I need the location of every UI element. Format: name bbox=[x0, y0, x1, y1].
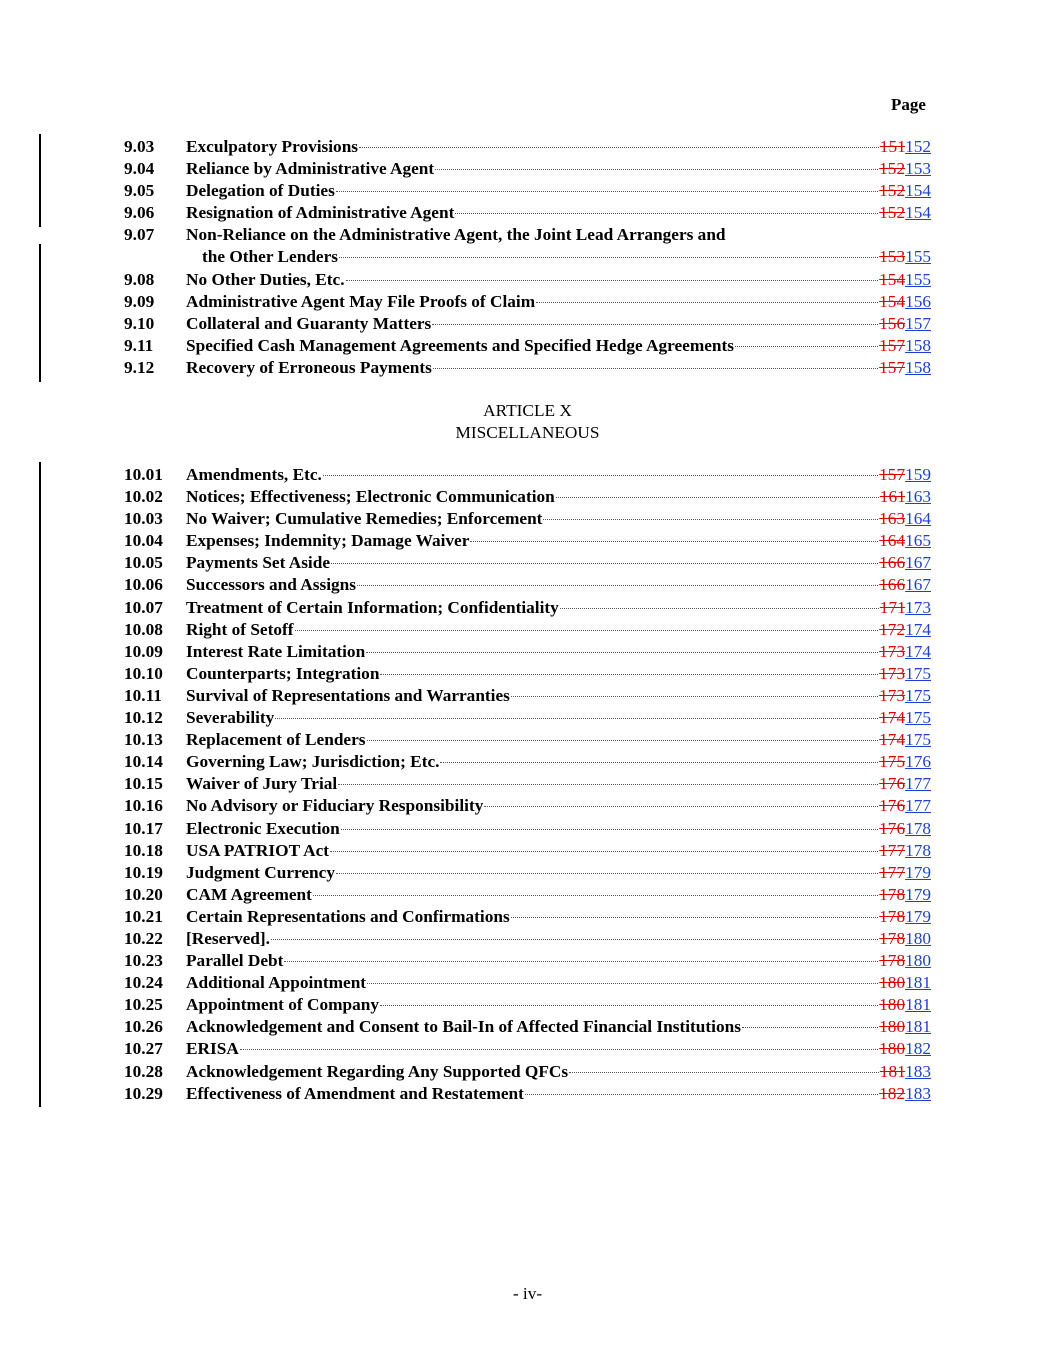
section-number: 10.20 bbox=[124, 884, 163, 904]
deleted-page-number: 177 bbox=[879, 862, 906, 882]
deleted-page-number: 157 bbox=[879, 357, 906, 377]
page-reference[interactable] bbox=[879, 180, 931, 202]
section-number: 9.09 bbox=[124, 291, 155, 311]
deleted-page-number: 172 bbox=[879, 619, 906, 639]
deleted-page-number: 176 bbox=[879, 796, 906, 816]
deleted-page-number: 176 bbox=[879, 818, 906, 838]
inserted-page-number[interactable]: 154 bbox=[905, 203, 931, 223]
toc-entry[interactable] bbox=[124, 464, 931, 486]
section-number: 10.07 bbox=[124, 597, 163, 617]
inserted-page-number[interactable]: 167 bbox=[905, 575, 931, 595]
page-reference[interactable] bbox=[879, 972, 931, 994]
section-title: Acknowledgement and Consent to Bail-In of Affected Financial Institutions bbox=[186, 1017, 741, 1037]
page-reference[interactable] bbox=[879, 795, 931, 817]
section-number: 9.05 bbox=[124, 181, 155, 201]
page-reference[interactable] bbox=[879, 269, 931, 291]
section-number: 10.13 bbox=[124, 730, 163, 750]
page-column-header: Page bbox=[891, 95, 926, 114]
inserted-page-number[interactable]: 174 bbox=[905, 619, 931, 639]
toc-entry[interactable] bbox=[124, 357, 931, 379]
inserted-page-number[interactable]: 180 bbox=[905, 928, 931, 948]
section-title: Effectiveness of Amendment and Restatement bbox=[186, 1083, 524, 1103]
deleted-page-number: 154 bbox=[879, 291, 906, 311]
inserted-page-number[interactable]: 183 bbox=[905, 1061, 931, 1081]
deleted-page-number: 173 bbox=[879, 663, 906, 683]
page-number-footer: - iv- bbox=[512, 1284, 543, 1303]
toc-entry[interactable] bbox=[124, 486, 931, 508]
page-reference[interactable] bbox=[879, 906, 931, 928]
page-reference[interactable] bbox=[879, 619, 931, 641]
section-title: Counterparts; Integration bbox=[186, 663, 380, 683]
section-number: 10.25 bbox=[124, 995, 163, 1015]
section-number: 10.09 bbox=[124, 641, 163, 661]
dot-leader bbox=[275, 718, 878, 719]
section-number: 10.19 bbox=[124, 862, 163, 882]
section-title: CAM Agreement bbox=[186, 884, 312, 904]
section-title: Appointment of Company bbox=[186, 995, 379, 1015]
toc-entry[interactable] bbox=[124, 291, 931, 313]
deleted-page-number: 176 bbox=[879, 774, 906, 794]
section-number: 10.14 bbox=[124, 752, 163, 772]
inserted-page-number[interactable]: 179 bbox=[905, 862, 931, 882]
toc-entry[interactable] bbox=[124, 1038, 931, 1060]
page-reference[interactable] bbox=[879, 1016, 931, 1038]
section-number: 9.06 bbox=[124, 203, 155, 223]
section-number: 10.12 bbox=[124, 708, 163, 728]
dot-leader bbox=[357, 585, 878, 586]
page-reference[interactable] bbox=[880, 136, 931, 158]
section-number: 10.04 bbox=[124, 531, 163, 551]
toc-entry[interactable] bbox=[124, 928, 931, 950]
article-number: ARTICLE X bbox=[483, 401, 572, 420]
dot-leader bbox=[313, 895, 878, 896]
dot-leader bbox=[455, 213, 878, 214]
section-title: Reliance by Administrative Agent bbox=[186, 159, 435, 179]
inserted-page-number[interactable]: 174 bbox=[905, 641, 931, 661]
inserted-page-number[interactable]: 175 bbox=[905, 708, 931, 728]
deleted-page-number: 181 bbox=[879, 1061, 906, 1081]
inserted-page-number[interactable]: 181 bbox=[905, 1017, 931, 1037]
section-title: Severability bbox=[186, 708, 275, 728]
inserted-page-number[interactable]: 179 bbox=[905, 884, 931, 904]
section-title: Exculpatory Provisions bbox=[186, 137, 359, 156]
change-bar bbox=[39, 244, 41, 382]
section-title: Non-Reliance on the Administrative Agent, the Joint Lead Arrangers and bbox=[186, 225, 726, 245]
section-number: 10.26 bbox=[124, 1017, 163, 1037]
toc-entry[interactable] bbox=[124, 335, 931, 357]
inserted-page-number[interactable]: 176 bbox=[905, 752, 931, 772]
section-number: 10.05 bbox=[124, 553, 163, 573]
section-number: 9.08 bbox=[124, 269, 155, 289]
section-title: Successors and Assigns bbox=[186, 575, 356, 595]
section-title: Expenses; Indemnity; Damage Waiver bbox=[186, 531, 470, 551]
toc-entry[interactable] bbox=[124, 685, 931, 707]
inserted-page-number[interactable]: 159 bbox=[905, 465, 931, 484]
section-number: 10.28 bbox=[124, 1061, 163, 1081]
toc-entry[interactable] bbox=[124, 158, 931, 180]
dot-leader bbox=[511, 917, 878, 918]
section-title: Payments Set Aside bbox=[186, 553, 331, 573]
dot-leader bbox=[432, 324, 878, 325]
toc-entry[interactable] bbox=[124, 202, 931, 224]
toc-entry[interactable] bbox=[124, 751, 931, 773]
page-reference[interactable] bbox=[879, 335, 931, 357]
page-reference[interactable] bbox=[879, 685, 931, 707]
deleted-page-number: 180 bbox=[879, 1017, 906, 1037]
deleted-page-number: 164 bbox=[879, 531, 906, 551]
toc-entry[interactable] bbox=[124, 180, 931, 202]
deleted-page-number: 175 bbox=[879, 752, 906, 772]
inserted-page-number[interactable]: 152 bbox=[905, 137, 931, 156]
section-number: 10.16 bbox=[124, 796, 163, 816]
section-title: the Other Lenders bbox=[202, 247, 338, 267]
inserted-page-number[interactable]: 158 bbox=[905, 335, 931, 355]
deleted-page-number: 173 bbox=[879, 641, 906, 661]
section-title: Waiver of Jury Trial bbox=[186, 774, 338, 794]
page-reference[interactable] bbox=[879, 663, 931, 685]
page-reference[interactable] bbox=[879, 357, 931, 379]
toc-entry[interactable] bbox=[124, 994, 931, 1016]
section-number: 10.15 bbox=[124, 774, 163, 794]
change-bar bbox=[39, 462, 41, 1107]
section-title: [Reserved]. bbox=[186, 928, 270, 948]
page-reference[interactable] bbox=[879, 751, 931, 773]
section-title: Judgment Currency bbox=[186, 862, 335, 882]
section-number: 10.17 bbox=[124, 818, 163, 838]
deleted-page-number: 156 bbox=[879, 313, 906, 333]
toc-entry[interactable] bbox=[124, 269, 931, 291]
inserted-page-number[interactable]: 154 bbox=[905, 181, 931, 201]
toc-entry[interactable] bbox=[124, 795, 931, 817]
dot-leader bbox=[367, 740, 879, 741]
page-reference[interactable] bbox=[879, 202, 931, 224]
inserted-page-number[interactable]: 179 bbox=[905, 906, 931, 926]
dot-leader bbox=[341, 829, 878, 830]
inserted-page-number[interactable]: 177 bbox=[905, 796, 931, 816]
dot-leader bbox=[511, 696, 878, 697]
dot-leader bbox=[470, 541, 878, 542]
inserted-page-number[interactable]: 163 bbox=[905, 487, 931, 507]
inserted-page-number[interactable]: 180 bbox=[905, 951, 931, 971]
deleted-page-number: 152 bbox=[879, 203, 906, 223]
page-reference[interactable] bbox=[879, 313, 931, 335]
section-number: 10.21 bbox=[124, 906, 163, 926]
dot-leader bbox=[742, 1027, 878, 1028]
dot-leader bbox=[366, 652, 878, 653]
inserted-page-number[interactable]: 181 bbox=[905, 973, 931, 993]
section-title: No Advisory or Fiduciary Responsibility bbox=[186, 796, 484, 816]
page-reference[interactable] bbox=[879, 574, 931, 596]
toc-entry[interactable] bbox=[124, 1016, 931, 1038]
dot-leader bbox=[240, 1049, 878, 1050]
dot-leader bbox=[359, 147, 879, 148]
inserted-page-number[interactable]: 167 bbox=[905, 553, 931, 573]
toc-entry[interactable] bbox=[124, 224, 931, 268]
toc-entry[interactable] bbox=[124, 818, 931, 840]
section-title: Treatment of Certain Information; Confidentiality bbox=[186, 597, 559, 617]
section-title: Specified Cash Management Agreements and Specified Hedge Agreements bbox=[186, 335, 734, 355]
section-title: Acknowledgement Regarding Any Supported QFCs bbox=[186, 1061, 569, 1081]
dot-leader bbox=[271, 939, 878, 940]
section-title: Right of Setoff bbox=[186, 619, 294, 639]
toc-entry[interactable] bbox=[124, 552, 931, 574]
deleted-page-number: 161 bbox=[879, 487, 906, 507]
dot-leader bbox=[336, 873, 878, 874]
section-title: USA PATRIOT Act bbox=[186, 840, 330, 860]
dot-leader bbox=[484, 806, 878, 807]
page-reference[interactable] bbox=[880, 1061, 931, 1083]
dot-leader bbox=[536, 302, 878, 303]
dot-leader bbox=[338, 784, 878, 785]
inserted-page-number[interactable]: 175 bbox=[905, 663, 931, 683]
inserted-page-number[interactable]: 175 bbox=[905, 730, 931, 750]
toc-entry[interactable] bbox=[124, 641, 931, 663]
inserted-page-number[interactable]: 178 bbox=[905, 840, 931, 860]
page-reference[interactable] bbox=[879, 641, 931, 663]
section-title: Parallel Debt bbox=[186, 951, 284, 971]
section-number: 10.06 bbox=[124, 575, 163, 595]
inserted-page-number[interactable]: 182 bbox=[905, 1039, 931, 1059]
toc-entry[interactable] bbox=[124, 313, 931, 335]
section-number: 9.07 bbox=[124, 225, 155, 245]
section-title: No Other Duties, Etc. bbox=[186, 269, 345, 289]
toc-entry[interactable] bbox=[124, 773, 931, 795]
inserted-page-number[interactable]: 153 bbox=[905, 159, 931, 179]
page-reference[interactable] bbox=[879, 729, 931, 751]
inserted-page-number[interactable]: 155 bbox=[905, 247, 931, 267]
deleted-page-number: 180 bbox=[879, 995, 906, 1015]
section-number: 9.11 bbox=[124, 335, 154, 355]
page-reference[interactable] bbox=[880, 486, 931, 508]
section-number: 9.04 bbox=[124, 159, 155, 179]
section-number: 10.24 bbox=[124, 973, 163, 993]
page-reference[interactable] bbox=[879, 1083, 931, 1105]
dot-leader bbox=[367, 983, 878, 984]
toc-section-10 bbox=[124, 464, 931, 1105]
article-heading bbox=[0, 400, 1055, 444]
deleted-page-number: 174 bbox=[879, 708, 906, 728]
page-reference[interactable] bbox=[879, 994, 931, 1016]
deleted-page-number: 173 bbox=[879, 685, 906, 705]
page-reference[interactable] bbox=[879, 818, 931, 840]
inserted-page-number[interactable]: 183 bbox=[905, 1083, 931, 1103]
deleted-page-number: 152 bbox=[879, 159, 906, 179]
section-title: Recovery of Erroneous Payments bbox=[186, 357, 432, 377]
dot-leader bbox=[543, 519, 878, 520]
section-title: Notices; Effectiveness; Electronic Communication bbox=[186, 487, 555, 507]
deleted-page-number: 174 bbox=[879, 730, 906, 750]
page-reference[interactable] bbox=[879, 840, 931, 862]
dot-leader bbox=[323, 475, 878, 476]
deleted-page-number: 178 bbox=[879, 928, 906, 948]
section-title: Administrative Agent May File Proofs of Claim bbox=[186, 291, 536, 311]
section-number: 10.03 bbox=[124, 509, 163, 529]
section-title: Resignation of Administrative Agent bbox=[186, 203, 455, 223]
change-bar bbox=[39, 134, 41, 227]
deleted-page-number: 166 bbox=[879, 553, 906, 573]
inserted-page-number[interactable]: 178 bbox=[905, 818, 931, 838]
deleted-page-number: 182 bbox=[879, 1083, 906, 1103]
article-title: MISCELLANEOUS bbox=[455, 423, 600, 442]
inserted-page-number[interactable]: 173 bbox=[905, 597, 931, 617]
dot-leader bbox=[433, 368, 878, 369]
section-title: Delegation of Duties bbox=[186, 181, 335, 201]
inserted-page-number[interactable]: 155 bbox=[905, 269, 931, 289]
deleted-page-number: 157 bbox=[879, 335, 906, 355]
section-number: 10.18 bbox=[124, 840, 163, 860]
section-title: Additional Appointment bbox=[186, 973, 367, 993]
deleted-page-number: 154 bbox=[879, 269, 906, 289]
deleted-page-number: 163 bbox=[879, 509, 906, 529]
section-number: 10.08 bbox=[124, 619, 163, 639]
toc-entry[interactable] bbox=[124, 707, 931, 729]
dot-leader bbox=[330, 851, 878, 852]
page-reference[interactable] bbox=[879, 530, 931, 552]
page-reference[interactable] bbox=[880, 597, 931, 619]
inserted-page-number[interactable]: 156 bbox=[905, 291, 931, 311]
deleted-page-number: 153 bbox=[879, 247, 906, 267]
dot-leader bbox=[346, 280, 879, 281]
section-number: 9.10 bbox=[124, 313, 155, 333]
inserted-page-number[interactable]: 158 bbox=[905, 357, 931, 377]
inserted-page-number[interactable]: 181 bbox=[905, 995, 931, 1015]
toc-entry[interactable] bbox=[124, 597, 931, 619]
page-reference[interactable] bbox=[879, 928, 931, 950]
toc-entry[interactable] bbox=[124, 906, 931, 928]
page-reference[interactable] bbox=[879, 773, 931, 795]
dot-leader bbox=[440, 762, 878, 763]
dot-leader bbox=[295, 630, 879, 631]
section-number: 10.11 bbox=[124, 685, 162, 705]
inserted-page-number[interactable]: 177 bbox=[905, 774, 931, 794]
toc-entry[interactable] bbox=[124, 884, 931, 906]
section-number: 10.01 bbox=[124, 465, 163, 484]
dot-leader bbox=[560, 608, 879, 609]
deleted-page-number: 177 bbox=[879, 840, 906, 860]
deleted-page-number: 157 bbox=[879, 465, 906, 484]
section-number: 10.29 bbox=[124, 1083, 163, 1103]
section-title: Collateral and Guaranty Matters bbox=[186, 313, 432, 333]
section-number: 10.10 bbox=[124, 663, 163, 683]
dot-leader bbox=[735, 346, 878, 347]
toc-entry[interactable] bbox=[124, 619, 931, 641]
section-title: Replacement of Lenders bbox=[186, 730, 366, 750]
page-reference[interactable] bbox=[879, 552, 931, 574]
page-reference[interactable] bbox=[879, 707, 931, 729]
page-reference[interactable] bbox=[879, 158, 931, 180]
toc-entry[interactable] bbox=[124, 508, 931, 530]
toc-entry[interactable] bbox=[124, 950, 931, 972]
section-title: Governing Law; Jurisdiction; Etc. bbox=[186, 752, 440, 772]
page-reference[interactable] bbox=[879, 508, 931, 530]
toc-entry[interactable] bbox=[124, 530, 931, 552]
toc-entry[interactable] bbox=[124, 1061, 931, 1083]
section-number: 9.03 bbox=[124, 137, 155, 156]
dot-leader bbox=[435, 169, 878, 170]
toc-entry[interactable] bbox=[124, 1083, 931, 1105]
dot-leader bbox=[284, 961, 878, 962]
deleted-page-number: 166 bbox=[879, 575, 906, 595]
dot-leader bbox=[336, 191, 878, 192]
section-title: Amendments, Etc. bbox=[186, 465, 322, 484]
deleted-page-number: 178 bbox=[879, 884, 906, 904]
page-reference[interactable] bbox=[879, 464, 931, 486]
section-number: 10.27 bbox=[124, 1039, 163, 1059]
page-reference[interactable] bbox=[879, 884, 931, 906]
toc-entry[interactable] bbox=[124, 862, 931, 884]
page-reference[interactable] bbox=[879, 862, 931, 884]
page-reference[interactable] bbox=[879, 1038, 931, 1060]
section-title: Interest Rate Limitation bbox=[186, 641, 366, 661]
dot-leader bbox=[331, 563, 878, 564]
section-title: Electronic Execution bbox=[186, 818, 340, 838]
section-title: No Waiver; Cumulative Remedies; Enforcement bbox=[186, 509, 543, 529]
dot-leader bbox=[525, 1094, 878, 1095]
deleted-page-number: 178 bbox=[879, 906, 906, 926]
toc-entry[interactable] bbox=[124, 972, 931, 994]
deleted-page-number: 180 bbox=[879, 973, 906, 993]
deleted-page-number: 151 bbox=[879, 137, 906, 156]
toc-entry[interactable] bbox=[124, 574, 931, 596]
inserted-page-number[interactable]: 164 bbox=[905, 509, 931, 529]
toc-entry[interactable] bbox=[124, 840, 931, 862]
page-reference[interactable] bbox=[879, 291, 931, 313]
section-number: 10.02 bbox=[124, 487, 163, 507]
page-reference[interactable] bbox=[879, 950, 931, 972]
section-title: Survival of Representations and Warranties bbox=[186, 685, 510, 705]
toc-entry[interactable] bbox=[124, 729, 931, 751]
deleted-page-number: 171 bbox=[879, 597, 906, 617]
section-number: 10.22 bbox=[124, 928, 163, 948]
inserted-page-number[interactable]: 175 bbox=[905, 685, 931, 705]
deleted-page-number: 178 bbox=[879, 951, 906, 971]
inserted-page-number[interactable]: 165 bbox=[905, 531, 931, 551]
deleted-page-number: 152 bbox=[879, 181, 906, 201]
section-title: Certain Representations and Confirmations bbox=[186, 906, 510, 926]
section-title: ERISA bbox=[186, 1039, 239, 1059]
section-number: 10.23 bbox=[124, 951, 163, 971]
inserted-page-number[interactable]: 157 bbox=[905, 313, 931, 333]
toc-section-9 bbox=[124, 136, 931, 379]
toc-entry[interactable] bbox=[124, 136, 931, 158]
dot-leader bbox=[569, 1072, 879, 1073]
dot-leader bbox=[380, 1005, 878, 1006]
toc-entry[interactable] bbox=[124, 663, 931, 685]
section-number: 9.12 bbox=[124, 357, 155, 377]
page-reference[interactable] bbox=[879, 246, 931, 268]
dot-leader bbox=[380, 674, 878, 675]
deleted-page-number: 180 bbox=[879, 1039, 906, 1059]
dot-leader bbox=[339, 257, 878, 258]
dot-leader bbox=[556, 497, 879, 498]
